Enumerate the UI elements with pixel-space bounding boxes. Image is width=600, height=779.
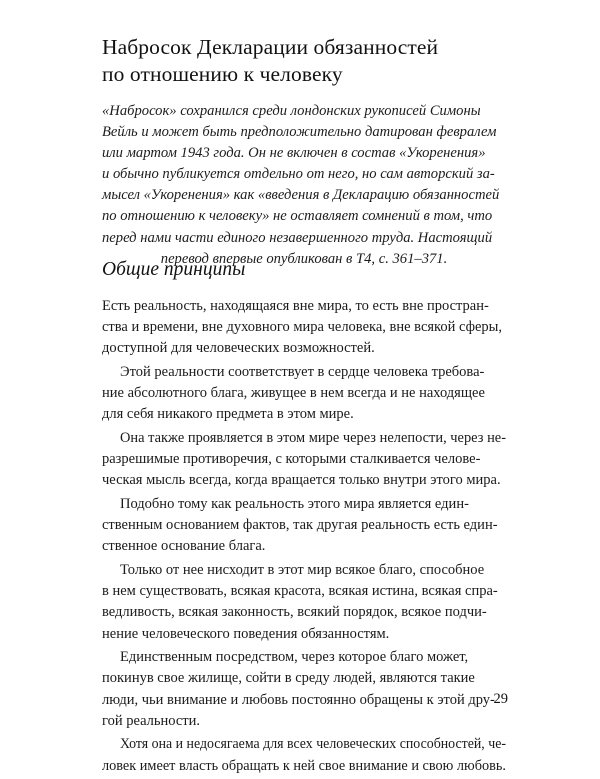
text-line: Только от нее нисходит в этот мир всякое благо, способное [120, 562, 485, 578]
text-line: Есть реальность, находящаяся вне мира, то есть вне простран- [102, 298, 489, 314]
editorial-note-line: перед нами части единого незавершенного труда. Настоящий [102, 229, 493, 246]
text-line: доступной для человеческих возможностей. [102, 340, 375, 357]
text-line: разрешимые противоречия, с которыми сталкивается челове- [102, 451, 481, 468]
editorial-note-line: по отношению к человеку» не оставляет сомнений в том, что [102, 208, 493, 225]
text-line: Подобно тому как реальность этого мира является един- [120, 496, 469, 512]
body-text [102, 296, 506, 779]
editorial-note-line: «Набросок» сохранился среди лондонских рукописей Симоны [102, 103, 481, 119]
editorial-note-line: перевод впервые опубликован в Т4, с. 361–371. [160, 250, 448, 267]
paragraph [102, 296, 506, 360]
editorial-note-line: Вейль и может быть предположительно датирован февралем [102, 124, 497, 141]
chapter-title [102, 34, 522, 88]
text-line: нение человеческого поведения обязанностям. [102, 625, 390, 642]
text-line: люди, чьи внимание и любовь постоянно обращены к этой дру- [102, 691, 495, 708]
section-heading: Общие принципы [102, 259, 246, 280]
text-line: ческая мысль всегда, когда вращается только внутри этого мира. [102, 472, 501, 489]
paragraph [102, 560, 506, 645]
text-line: Она также проявляется в этом мире через нелепости, через не- [120, 430, 507, 446]
editorial-note-line: мысел «Укоренения» как «введения в Декларацию обязанностей [102, 187, 500, 204]
editorial-note [102, 101, 506, 270]
editorial-note-line: и обычно публикуется отдельно от него, но сам авторский за- [102, 166, 495, 183]
text-line: Единственным посредством, через которое благо может, [120, 649, 469, 666]
text-line: ства и времени, вне духовного мира человека, вне всякой сферы, [102, 319, 503, 336]
text-line: для себя никакого предмета в этом мире. [102, 406, 354, 423]
paragraph [102, 494, 506, 558]
chapter-title-line: по отношению к человеку [102, 62, 343, 86]
text-line: Этой реальности соответствует в сердце человека требова- [120, 364, 485, 380]
paragraph [102, 734, 506, 776]
text-line: в нем существовать, всякая красота, всякая истина, всякая спра- [102, 583, 498, 600]
paragraph [102, 362, 506, 426]
text-line: ведливость, всякая законность, всякий порядок, всякое подчи- [102, 604, 487, 621]
text-line: ственное основание блага. [102, 538, 266, 555]
paragraph [102, 428, 506, 492]
chapter-title-line: Набросок Декларации обязанностей [102, 35, 439, 59]
paragraph [102, 647, 506, 732]
text-line: покинув свое жилище, сойти в среду людей, являются такие [102, 670, 475, 687]
editorial-note-line: или мартом 1943 года. Он не включен в состав «Укоренения» [102, 145, 486, 162]
page-number: 29 [493, 691, 508, 707]
text-line: Хотя она и недосягаема для всех человеческих способностей, че- [120, 736, 506, 753]
text-line: ственным основанием фактов, так другая реальность есть един- [102, 517, 498, 534]
text-line: ние абсолютного блага, живущее в нем всегда и не находящее [102, 385, 485, 402]
text-line: ловек имеет власть обращать к ней свое внимание и свою любовь. [102, 757, 506, 774]
text-line: гой реальности. [102, 712, 201, 729]
